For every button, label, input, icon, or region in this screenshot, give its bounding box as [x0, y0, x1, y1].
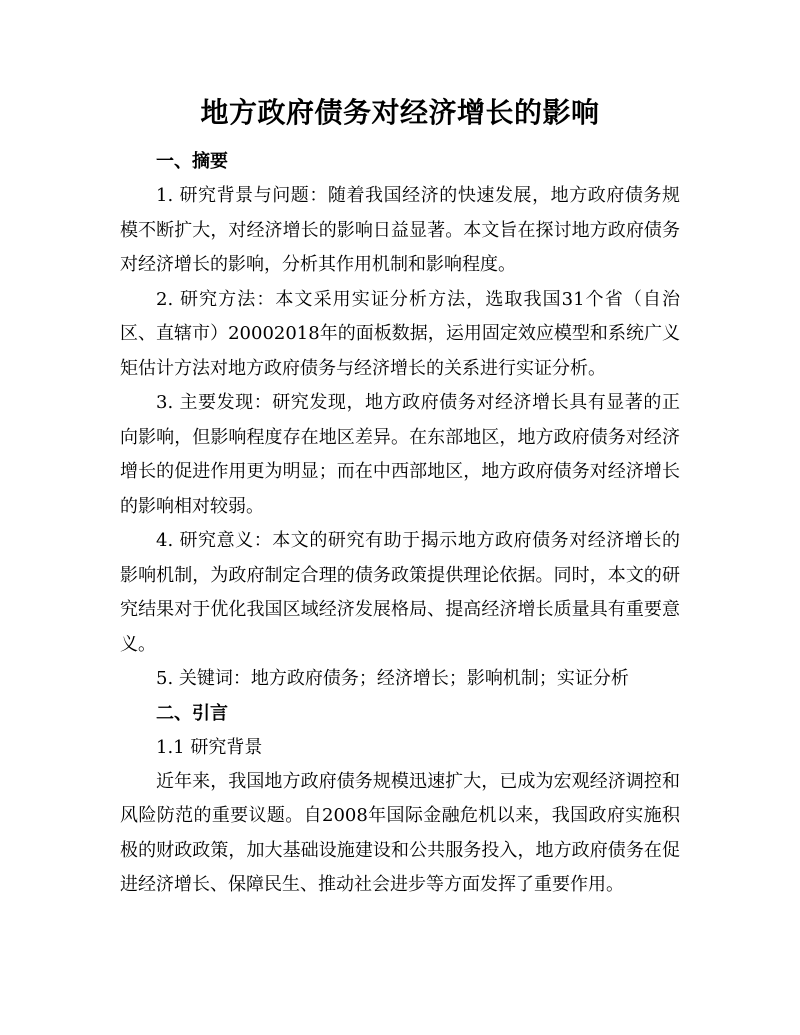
abstract-paragraph-keywords: 5. 关键词：地方政府债务；经济增长；影响机制；实证分析	[156, 668, 629, 689]
abstract-paragraph-findings: 3. 主要发现：研究发现，地方政府债务对经济增长具有显著的正向影响，但影响程度存在地区差异。在东部地区，地方政府债务对经济增长的促进作用更为明显；而在中西部地区，地方政府债务对经济增长的影响相对较弱。	[120, 392, 680, 517]
section-heading-abstract: 一、摘要	[156, 151, 228, 172]
section-introduction	[120, 697, 680, 903]
document-title: 地方政府债务对经济增长的影响	[200, 96, 600, 129]
introduction-paragraph: 近年来，我国地方政府债务规模迅速扩大，已成为宏观经济调控和风险防范的重要议题。自2008年国际金融危机以来，我国政府实施积极的财政政策，加大基础设施建设和公共服务投入，地方政府债务在促进经济增长、保障民生、推动社会进步等方面发挥了重要作用。	[120, 770, 680, 895]
section-heading-introduction: 二、引言	[156, 702, 228, 724]
abstract-paragraph-method: 2. 研究方法：本文采用实证分析方法，选取我国31个省（自治区、直辖市）20002018年的面板数据，运用固定效应模型和系统广义矩估计方法对地方政府债务与经济增长的关系进行实证分析。	[120, 288, 680, 379]
section-abstract	[120, 145, 680, 697]
subsection-heading-background: 1.1 研究背景	[156, 736, 263, 758]
abstract-paragraph-background: 1. 研究背景与问题：随着我国经济的快速发展，地方政府债务规模不断扩大，对经济增长的影响日益显著。本文旨在探讨地方政府债务对经济增长的影响，分析其作用机制和影响程度。	[120, 185, 680, 275]
abstract-paragraph-significance: 4. 研究意义：本文的研究有助于揭示地方政府债务对经济增长的影响机制，为政府制定合理的债务政策提供理论依据。同时，本文的研究结果对于优化我国区域经济发展格局、提高经济增长质量具有重要意义。	[120, 530, 680, 655]
